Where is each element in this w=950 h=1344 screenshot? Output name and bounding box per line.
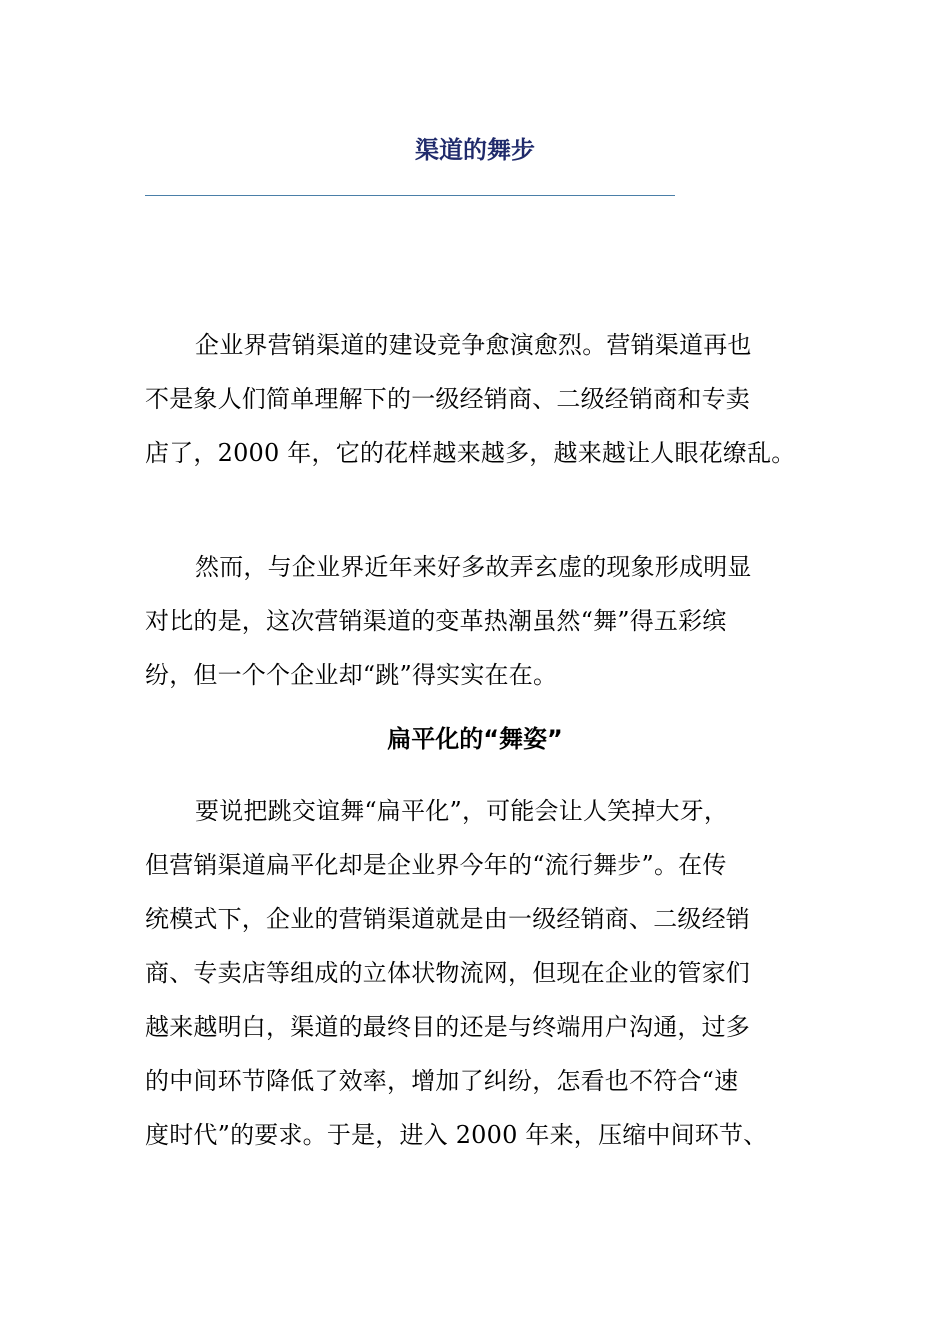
paragraph-line: 然而，与企业界近年来好多故弄玄虚的现象形成明显 [195, 553, 752, 581]
paragraph-line: 但营销渠道扁平化却是企业界今年的“流行舞步”。在传 [145, 851, 727, 879]
paragraph-1 [145, 318, 845, 480]
paragraph-line: 纷，但一个个企业却“跳”得实实在在。 [145, 661, 558, 689]
paragraph-line: 统模式下，企业的营销渠道就是由一级经销商、二级经销 [145, 905, 750, 933]
paragraph-line: 度时代”的要求。于是，进入 2000 年来，压缩中间环节、 [145, 1121, 768, 1149]
paragraph-line: 要说把跳交谊舞“扁平化”，可能会让人笑掉大牙， [195, 797, 729, 825]
page-title: 渠道的舞步 [415, 136, 535, 164]
paragraph-line: 的中间环节降低了效率，增加了纠纷，怎看也不符合“速 [145, 1067, 739, 1095]
paragraph-line: 企业界营销渠道的建设竞争愈演愈烈。营销渠道再也 [195, 331, 752, 359]
paragraph-line: 不是象人们简单理解下的一级经销商、二级经销商和专卖 [145, 385, 750, 413]
section-heading: 扁平化的“舞姿” [387, 725, 563, 753]
paragraph-line: 商、专卖店等组成的立体状物流网，但现在企业的管家们 [145, 959, 750, 987]
paragraph-line: 对比的是，这次营销渠道的变革热潮虽然“舞”得五彩缤 [145, 607, 727, 635]
paragraph-line: 店了，2000 年，它的花样越来越多，越来越让人眼花缭乱。 [145, 439, 796, 467]
title-divider [145, 195, 675, 196]
paragraph-2 [145, 540, 845, 702]
section-paragraph [145, 784, 845, 1162]
paragraph-line: 越来越明白，渠道的最终目的还是与终端用户沟通，过多 [145, 1013, 750, 1041]
